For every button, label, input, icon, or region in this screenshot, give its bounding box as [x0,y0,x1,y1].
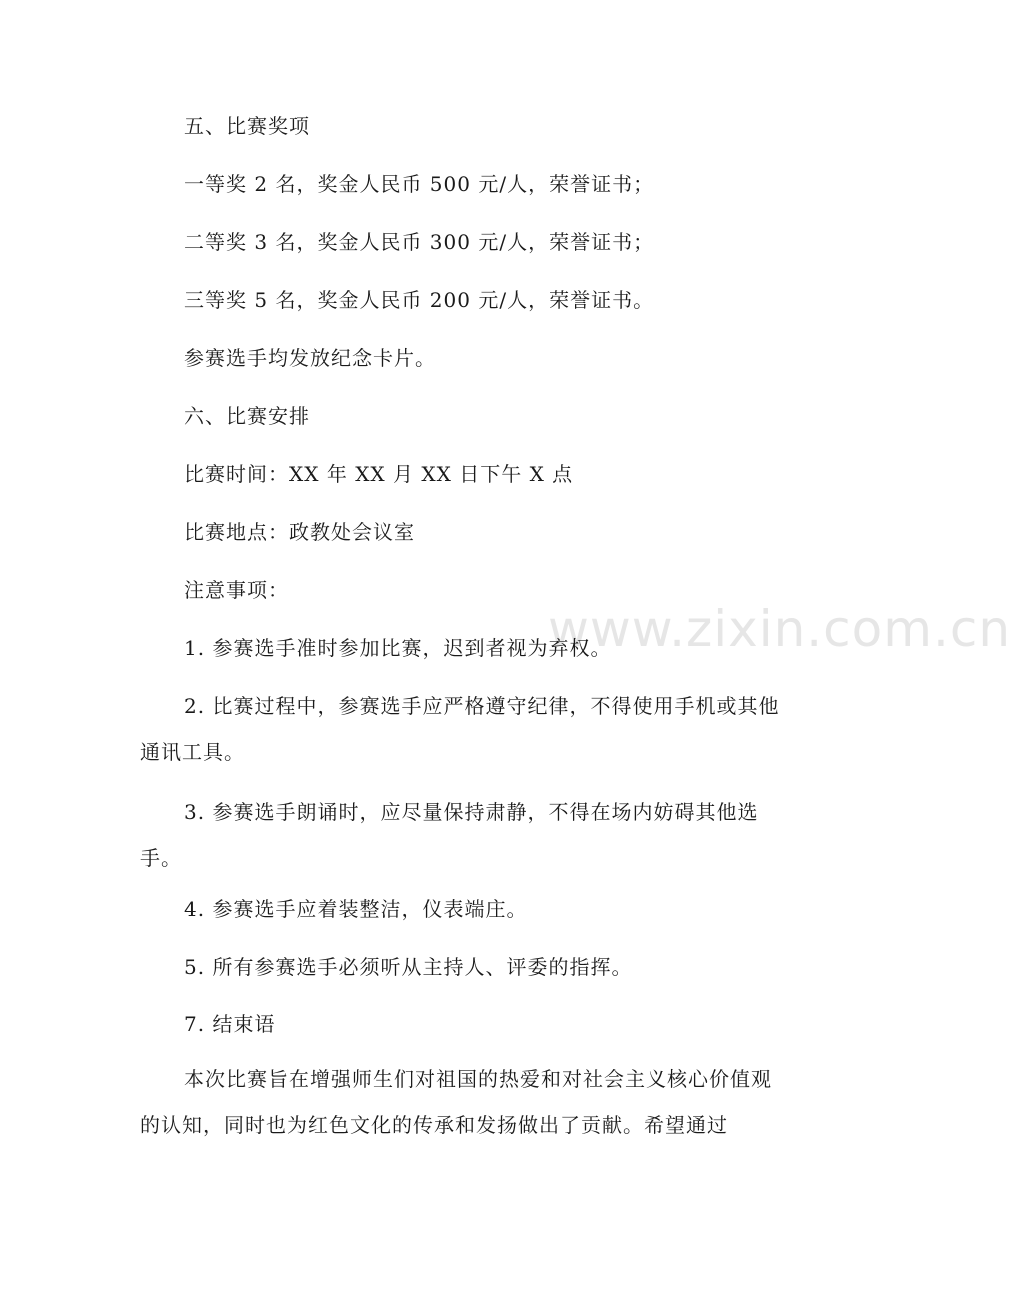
section-heading-awards: 五、比赛奖项 [184,114,310,138]
award-third-prize: 三等奖 5 名，奖金人民币 200 元/人，荣誉证书。 [184,288,655,312]
award-first-prize: 一等奖 2 名，奖金人民币 500 元/人，荣誉证书； [184,172,655,196]
note-item-4: 4. 参赛选手应着装整洁，仪表端庄。 [184,897,528,921]
award-participant-note: 参赛选手均发放纪念卡片。 [184,346,436,370]
note-item-2: 2. 比赛过程中，参赛选手应严格遵守纪律，不得使用手机或其他通讯工具。 [140,694,780,764]
note-item-3: 3. 参赛选手朗诵时，应尽量保持肃静，不得在场内妨碍其他选手。 [140,800,759,870]
schedule-time: 比赛时间：XX 年 XX 月 XX 日下午 X 点 [184,462,574,486]
section-heading-schedule: 六、比赛安排 [184,404,310,428]
schedule-location: 比赛地点：政教处会议室 [184,520,415,544]
award-second-prize: 二等奖 3 名，奖金人民币 300 元/人，荣誉证书； [184,230,655,254]
notes-heading: 注意事项： [184,578,289,602]
closing-paragraph: 本次比赛旨在增强师生们对祖国的热爱和对社会主义核心价值观的认知，同时也为红色文化的传承和发扬做出了贡献。希望通过 [140,1067,772,1137]
note-item-5: 5. 所有参赛选手必须听从主持人、评委的指挥。 [184,955,633,979]
watermark: www.zixin.com.cn [548,600,1011,658]
section-heading-closing: 7. 结束语 [184,1012,276,1036]
note-item-1: 1. 参赛选手准时参加比赛，迟到者视为弃权。 [184,636,612,660]
